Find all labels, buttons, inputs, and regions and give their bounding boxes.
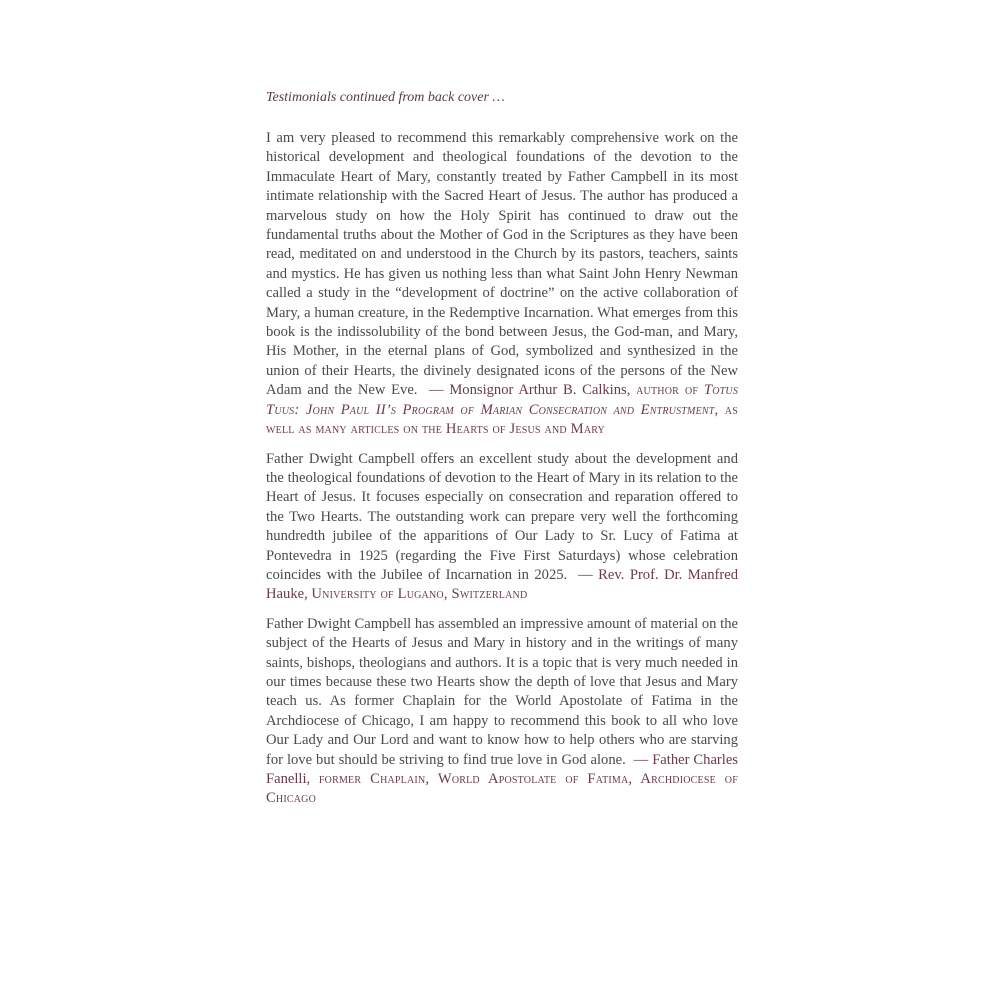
testimonial-affiliation: author of (636, 382, 699, 399)
testimonials-page (266, 88, 738, 819)
testimonial-affiliation: former Chaplain, World Apostolate of Fatima, Archdiocese of Chicago (266, 771, 738, 807)
testimonial-body: I am very pleased to recommend this remarkably comprehensive work on the historical development and theological foundations of the devotion to the Immaculate Heart of Mary, constantly treated by Father Campbell in its most intimate relationship with the Sacred Heart of Jesus. The author has produced a marvelous study on how the Holy Spirit has continued to draw out the fundamental truths about the Mother of God in the Scriptures as they have been read, meditated on and understood in the Church by its pastors, teachers, saints and mystics. He has given us nothing less than what Saint John Henry Newman called a study in the “development of doctrine” on the active collaboration of Mary, a human creature, in the Redemptive Incarnation. What emerges from this book is the indissolubility of the bond between Jesus, the God-man, and Mary, His Mother, in the eternal plans of God, symbolized and synthesized in the union of their Hearts, the divinely designated icons of the persons of the New Adam and the New Eve. (266, 130, 738, 399)
testimonial-fanelli (266, 615, 738, 809)
book-title: Totus Tuus: John Paul II’s Program of Marian Consecration and Entrustment (266, 382, 739, 418)
testimonial-calkins (266, 129, 738, 440)
testimonial-author: — Rev. Prof. Dr. Manfred Hauke, (266, 566, 739, 603)
testimonial-author: — Monsignor Arthur B. Calkins, (428, 382, 631, 399)
section-heading: Testimonials continued from back cover … (266, 90, 505, 105)
testimonial-body: Father Dwight Campbell offers an excellent study about the development and the theological foundations of devotion to the Heart of Mary in its relation to the Heart of Jesus. It focuses especially on consecration and reparation offered to the Two Hearts. The outstanding work can prepare very well the forthcoming hundredth jubilee of the apparitions of Our Lady to Sr. Lucy of Fatima at Pontevedra in 1925 (regarding the Five First Saturdays) whose celebration coincides with the Jubilee of Incarnation in 2025. (266, 450, 738, 583)
testimonial-hauke (266, 450, 738, 605)
testimonial-affiliation-cont: , as well as many articles on the Hearts of Jesus and Mary (266, 401, 738, 438)
testimonial-author: — Father Charles Fanelli, (266, 751, 738, 787)
testimonial-body: Father Dwight Campbell has assembled an impressive amount of material on the subject of the Hearts of Jesus and Mary in history and in the writings of many saints, bishops, theologians and authors. It is a topic that is very much needed in our times because these two Hearts show the depth of love that Jesus and Mary teach us. As former Chaplain for the World Apostolate of Fatima in the Archdiocese of Chicago, I am happy to recommend this book to all who love Our Lady and Our Lord and want to know how to help others who are starving for love but should be striving to find true love in God alone. (266, 615, 738, 768)
testimonial-affiliation: University of Lugano, Switzerland (311, 586, 528, 603)
